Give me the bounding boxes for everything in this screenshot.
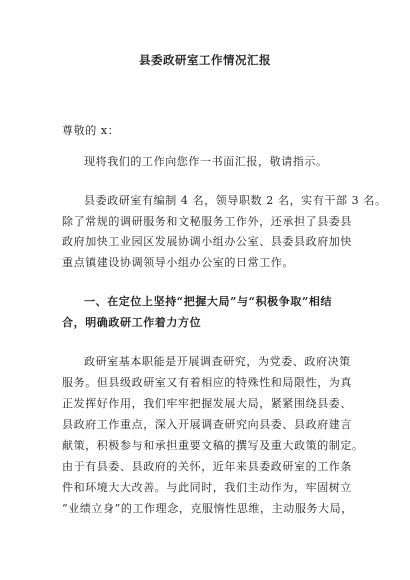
- paragraph1-line-4: 重点镇建设协调领导小组办公室的日常工作。: [62, 256, 294, 269]
- section-heading-line-2: 合，明确政研工作着力方位: [62, 316, 202, 329]
- paragraph2-line-4: 县政府工作重点，深入开展调查研究向县委、县政府建言: [62, 418, 352, 431]
- intro-line: 现将我们的工作向您作一书面汇报，敬请指示。: [84, 155, 328, 168]
- section-heading-line-1: 一、在定位上坚持“把握大局”与“积极争取”相结: [84, 295, 333, 308]
- paragraph1-line-1: 县委政研室有编制 4 名，领导职数 2 名，实有干部 3 名。: [84, 194, 387, 207]
- paragraph2-line-1: 政研室基本职能是开展调查研究，为党委、政府决策: [84, 355, 351, 368]
- paragraph1-line-3: 政府加快工业园区发展协调小组办公室、县委县政府加快: [62, 235, 352, 248]
- paragraph2-line-6: 由于有县委、县政府的关怀，近年来县委政研室的工作条: [62, 460, 352, 473]
- document-title: 县委政研室工作情况汇报: [139, 53, 271, 67]
- paragraph1-line-2: 除了常规的调研服务和文秘服务工作外，还承担了县委县: [62, 215, 352, 228]
- paragraph2-line-3: 正发挥好作用，我们牢牢把握发展大局，紧紧围绕县委、: [62, 397, 352, 410]
- salutation: 尊敬的 x：: [62, 124, 120, 137]
- paragraph2-line-5: 献策，积极参与和承担重要文稿的撰写及重大政策的制定。: [62, 439, 364, 452]
- paragraph2-line-8: “业绩立身”的工作理念，克服惰性思维，主动服务大局，: [62, 502, 353, 515]
- paragraph2-line-2: 服务。但县级政研室又有着相应的特殊性和局限性，为真: [62, 376, 352, 389]
- paragraph2-line-7: 件和环境大大改善。与此同时，我们主动作为，牢固树立: [62, 481, 352, 494]
